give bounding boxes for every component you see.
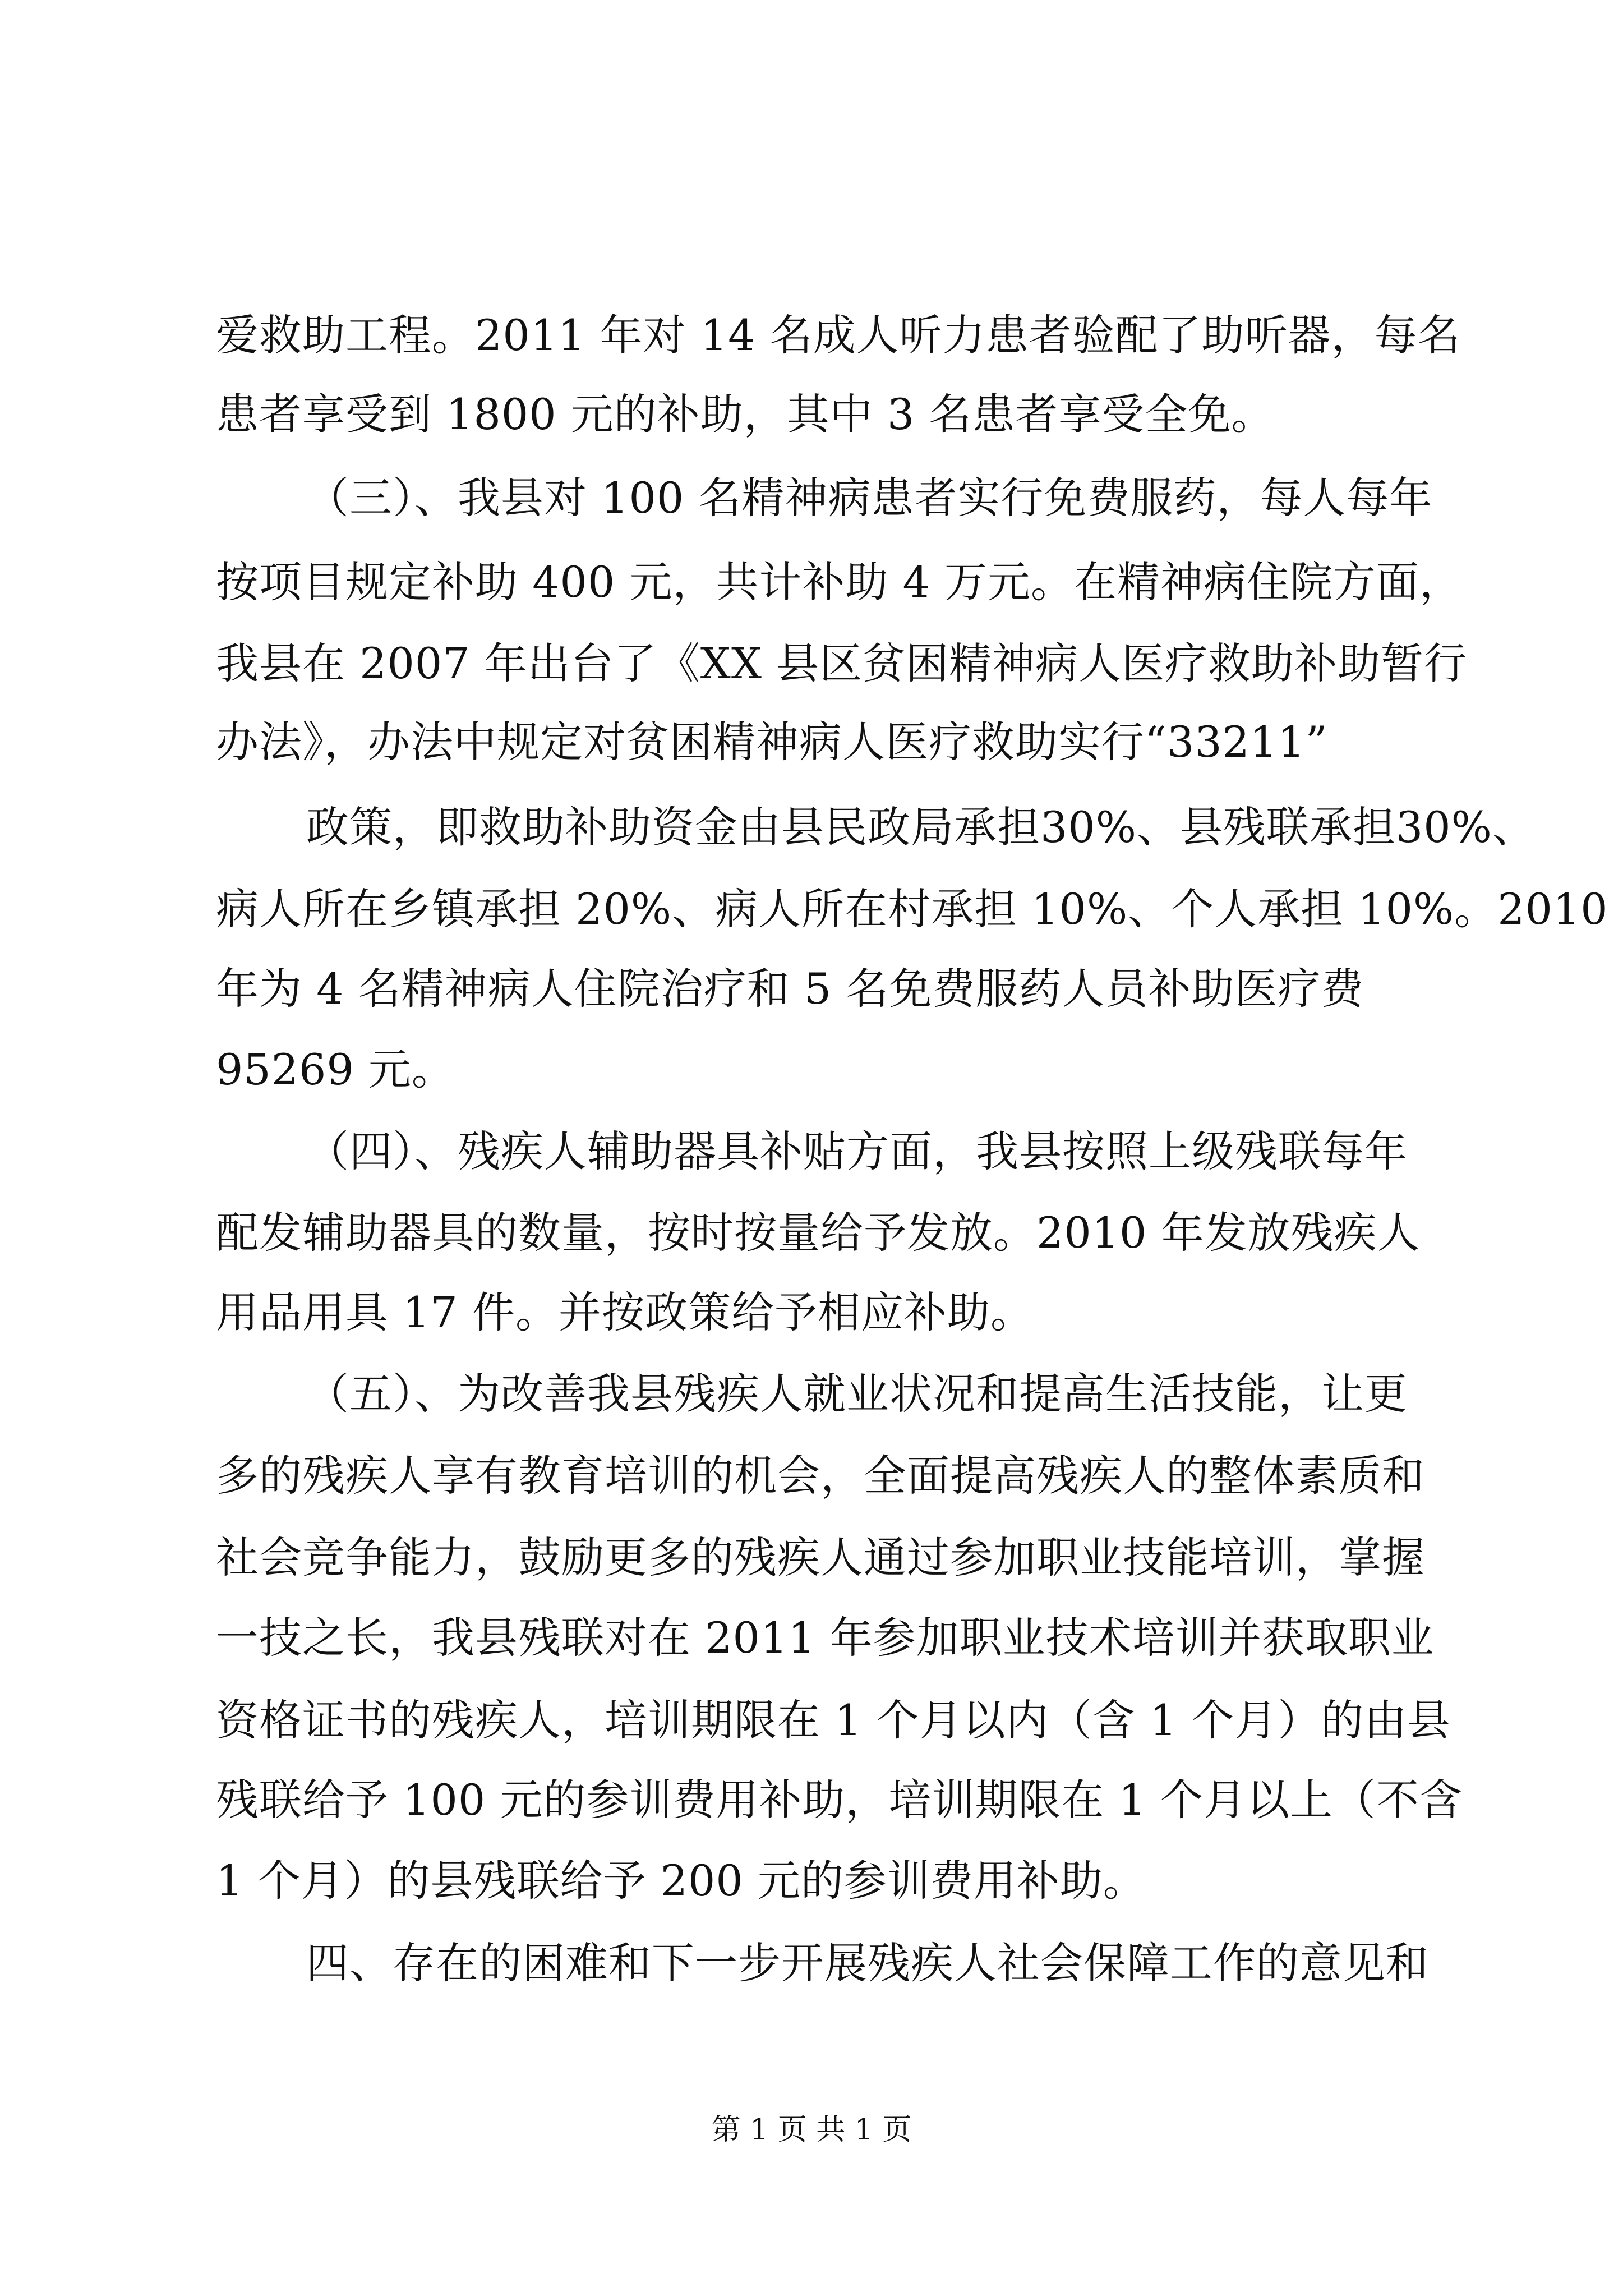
page-number-footer: 第 1 页 共 1 页 — [711, 2113, 912, 2147]
text-line: 残联给予 100 元的参训费用补助，培训期限在 1 个月以上（不含 — [216, 1775, 1463, 1825]
text-line: 年为 4 名精神病人住院治疗和 5 名免费服药人员补助医疗费 — [216, 964, 1364, 1014]
text-line: 社会竞争能力，鼓励更多的残疾人通过参加职业技能培训，掌握 — [216, 1533, 1425, 1582]
text-line: 1 个月）的县残联给予 200 元的参训费用补助。 — [216, 1856, 1146, 1906]
text-line: （三）、我县对 100 名精神病患者实行免费服药，每人每年 — [306, 473, 1433, 523]
text-line: 资格证书的残疾人，培训期限在 1 个月以内（含 1 个月）的由县 — [216, 1695, 1451, 1745]
text-line: 一技之长，我县残联对在 2011 年参加职业技术培训并获取职业 — [216, 1613, 1435, 1663]
text-line: 配发辅助器具的数量，按时按量给予发放。2010 年发放残疾人 — [216, 1208, 1421, 1258]
text-line: 病人所在乡镇承担 20%、病人所在村承担 10%、个人承担 10%。2010 — [216, 884, 1608, 934]
text-line: 政策，即救助补助资金由县民政局承担30%、县残联承担30%、 — [306, 802, 1536, 852]
text-line: （五）、为改善我县残疾人就业状况和提高生活技能，让更 — [306, 1369, 1408, 1419]
text-line: 办法》，办法中规定对贫困精神病人医疗救助实行“33211” — [216, 717, 1328, 767]
text-line: 患者享受到 1800 元的补助，其中 3 名患者享受全免。 — [216, 389, 1275, 439]
text-line: 我县在 2007 年出台了《XX 县区贫困精神病人医疗救助补助暂行 — [216, 638, 1468, 688]
text-line: 95269 元。 — [216, 1045, 455, 1094]
text-line: 用品用具 17 件。并按政策给予相应补助。 — [216, 1287, 1034, 1337]
text-line: 按项目规定补助 400 元，共计补助 4 万元。在精神病住院方面， — [216, 557, 1463, 607]
text-line: 四、存在的困难和下一步开展残疾人社会保障工作的意见和 — [306, 1938, 1429, 1988]
text-line: 爱救助工程。2011 年对 14 名成人听力患者验配了助听器，每名 — [216, 310, 1461, 360]
text-line: 多的残疾人享有教育培训的机会，全面提高残疾人的整体素质和 — [216, 1451, 1425, 1501]
text-line: （四）、残疾人辅助器具补贴方面，我县按照上级残联每年 — [306, 1126, 1408, 1176]
